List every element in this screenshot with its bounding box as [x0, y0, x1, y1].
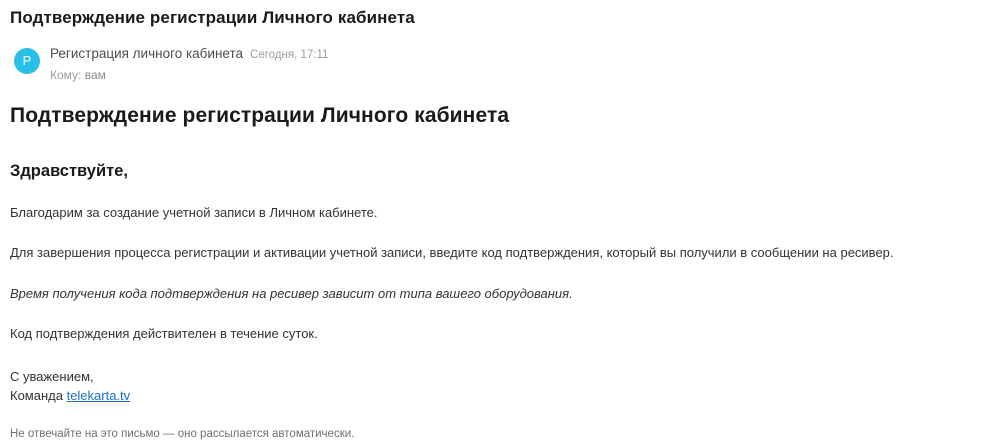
sender-block — [0, 28, 1000, 82]
signoff-block — [10, 368, 990, 406]
email-body — [0, 82, 1000, 440]
sender-name[interactable]: Регистрация личного кабинета — [50, 46, 244, 61]
body-paragraph-4: Код подтверждения действителен в течение суток. — [10, 325, 318, 341]
body-title: Подтверждение регистрации Личного кабинета — [10, 104, 510, 127]
recipient-label: Кому: — [50, 68, 82, 82]
signoff-line-2 — [10, 387, 990, 406]
sent-timestamp: Сегодня, 17:11 — [250, 49, 329, 61]
sender-meta — [50, 46, 328, 82]
signoff-prefix: Команда — [10, 387, 67, 403]
email-subject: Подтверждение регистрации Личного кабинета — [10, 8, 415, 27]
telekarta-link[interactable]: telekarta.tv — [66, 387, 131, 403]
body-paragraph-1: Благодарим за создание учетной записи в Личном кабинете. — [10, 205, 378, 220]
recipient-value[interactable]: вам — [84, 68, 106, 82]
body-paragraph-3: Время получения кода подтверждения на ресивер зависит от типа вашего оборудования. — [10, 285, 573, 301]
recipient-row — [50, 68, 328, 82]
sender-row — [50, 46, 328, 61]
avatar: Р — [14, 48, 40, 74]
signoff-line-1: С уважением, — [10, 369, 94, 384]
footer-note: Не отвечайте на это письмо — оно рассылается автоматически. — [10, 427, 355, 440]
body-paragraph-2: Для завершения процесса регистрации и активации учетной записи, введите код подтверждения, который вы получили в сообщении на ресивер. — [10, 245, 894, 261]
body-greeting: Здравствуйте, — [10, 162, 128, 180]
